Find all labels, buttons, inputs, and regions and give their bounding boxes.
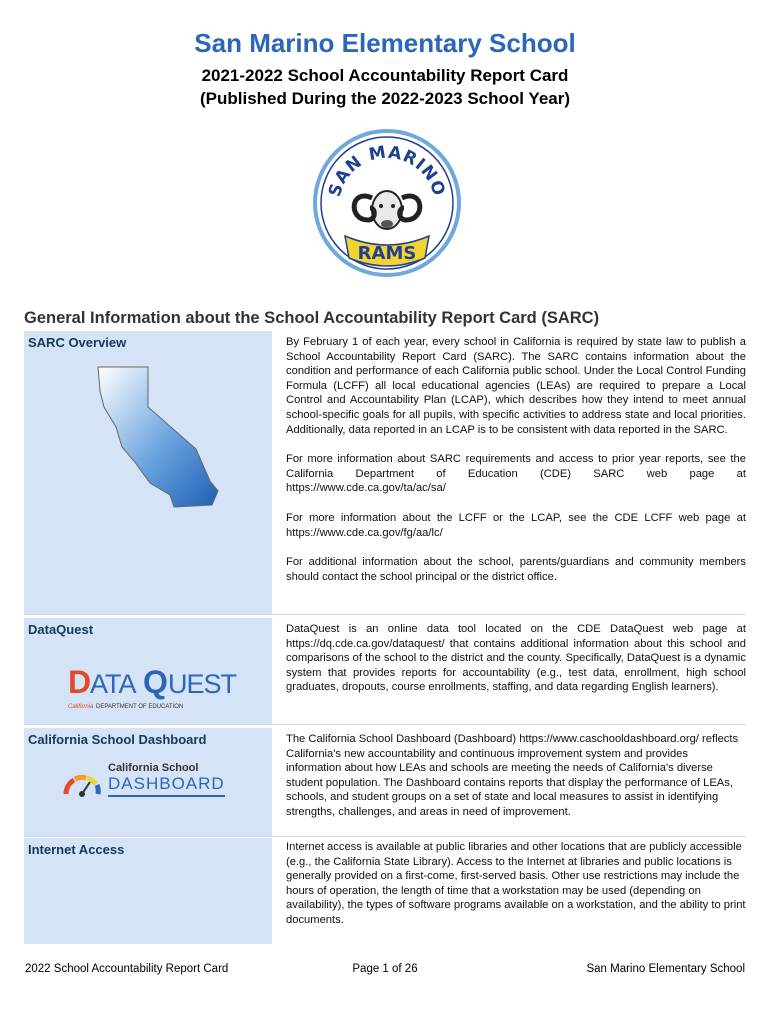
- footer-report-name: 2022 School Accountability Report Card: [25, 963, 229, 975]
- logo-bottom-text: RAMS: [357, 243, 417, 264]
- internet-access-label: Internet Access: [28, 842, 125, 857]
- dashboard-logo: [62, 760, 272, 808]
- report-title: 2021-2022 School Accountability Report Card: [201, 66, 569, 85]
- dashboard-logo-line2: DASHBOARD: [108, 774, 225, 797]
- sarc-overview-text-1: By February 1 of each year, every school in California is required by state law to publish a School Accountability Report Card (SARC). The SARC contains information about the condition and performance of each California public school. Under the Local Control Funding Formula (LCFF) all local educational agencies (LEAs) are required to prepare a Local Control and Accountability Plan (LCAP), which describes how they intend to meet annual school-specific goals for all pupils, with specific activities to address state and local priorities. Additionally, data reported in an LCAP is to be consistent with data reported in the SARC.: [286, 336, 746, 436]
- row-label-cell: [24, 331, 274, 614]
- school-name: San Marino Elementary School: [194, 28, 576, 58]
- sarc-overview-text-3: For more information about the LCFF or the LCAP, see the CDE LCFF web page at https://www.cde.ca.gov/fg/aa/lc/: [286, 511, 746, 539]
- footer-page-number: Page 1 of 26: [352, 963, 418, 975]
- row-divider: [24, 724, 746, 725]
- dataquest-logo-right: UEST: [168, 669, 237, 699]
- section-heading: General Information about the School Accountability Report Card (SARC): [24, 309, 600, 327]
- dataquest-d-glyph: D: [68, 664, 92, 700]
- sarc-overview-text-4: For additional information about the school, parents/guardians and community members should contact the school principal or the district office.: [286, 556, 746, 583]
- internet-access-text: Internet access is available at public libraries and other locations that are publicly accessible (e.g., the California State Library). Access to the Internet at libraries and public locations is generally provided on a first-come, first-served basis. Other use restrictions may include the hours of operation, the length of time that a workstation may be used (depending on availability), the types of software programs available on a workstation, and the ability to print documents.: [286, 841, 746, 926]
- dataquest-logo-subtitle: DEPARTMENT OF EDUCATION: [96, 704, 184, 710]
- row-label-cell: [24, 838, 274, 944]
- logo-top-text: SAN MARINO: [325, 142, 450, 200]
- row-label-cell: [24, 728, 274, 836]
- dataquest-logo: [68, 664, 258, 714]
- dataquest-label: DataQuest: [28, 622, 94, 637]
- row-divider: [24, 614, 746, 615]
- sarc-overview-text-2: For more information about SARC requirements and access to prior year reports, see the California Department of Education (CDE) SARC web page at https://www.cde.ca.gov/ta/ac/sa/: [286, 453, 746, 495]
- dashboard-label: California School Dashboard: [28, 732, 207, 747]
- sarc-overview-label: SARC Overview: [28, 335, 127, 350]
- dataquest-row: [24, 618, 746, 724]
- dataquest-text: DataQuest is an online data tool located on the CDE DataQuest web page at https://dq.cde.ca.gov/dataquest/ that contains additional information about this school and comparisons of the school to the district and the county. Specifically, DataQuest is a dynamic system that provides reports for accountability (e.g., test data, enrollment, high school graduates, dropouts, course enrollments, staffing, and data regarding English learners).: [286, 623, 746, 694]
- published-note: (Published During the 2022-2023 School Year): [199, 89, 571, 108]
- internet-access-row: [24, 838, 746, 944]
- gauge-icon: [62, 764, 102, 800]
- california-map-icon: [92, 363, 242, 513]
- school-logo: [312, 128, 462, 278]
- sarc-overview-row: [24, 331, 746, 614]
- dashboard-row: [24, 728, 746, 836]
- dataquest-logo-left: ATA: [90, 669, 136, 699]
- row-divider: [24, 836, 746, 837]
- dashboard-text: The California School Dashboard (Dashboard) https://www.caschooldashboard.org/ reflects California's new accountability and continuous improvement system and provides information about how LEAs and schools are meeting the needs of California's diverse student population. The Dashboard contains reports that display the performance of LEAs, schools, and student groups on a set of state and local measures to assist in identifying strengths, challenges, and areas in need of improvement.: [286, 733, 739, 818]
- dataquest-logo-brand: California: [68, 704, 94, 710]
- dataquest-q-glyph: Q: [143, 664, 168, 700]
- dashboard-logo-line1: California School: [108, 762, 199, 774]
- footer-school-name: San Marino Elementary School: [586, 963, 745, 975]
- row-label-cell: [24, 618, 274, 724]
